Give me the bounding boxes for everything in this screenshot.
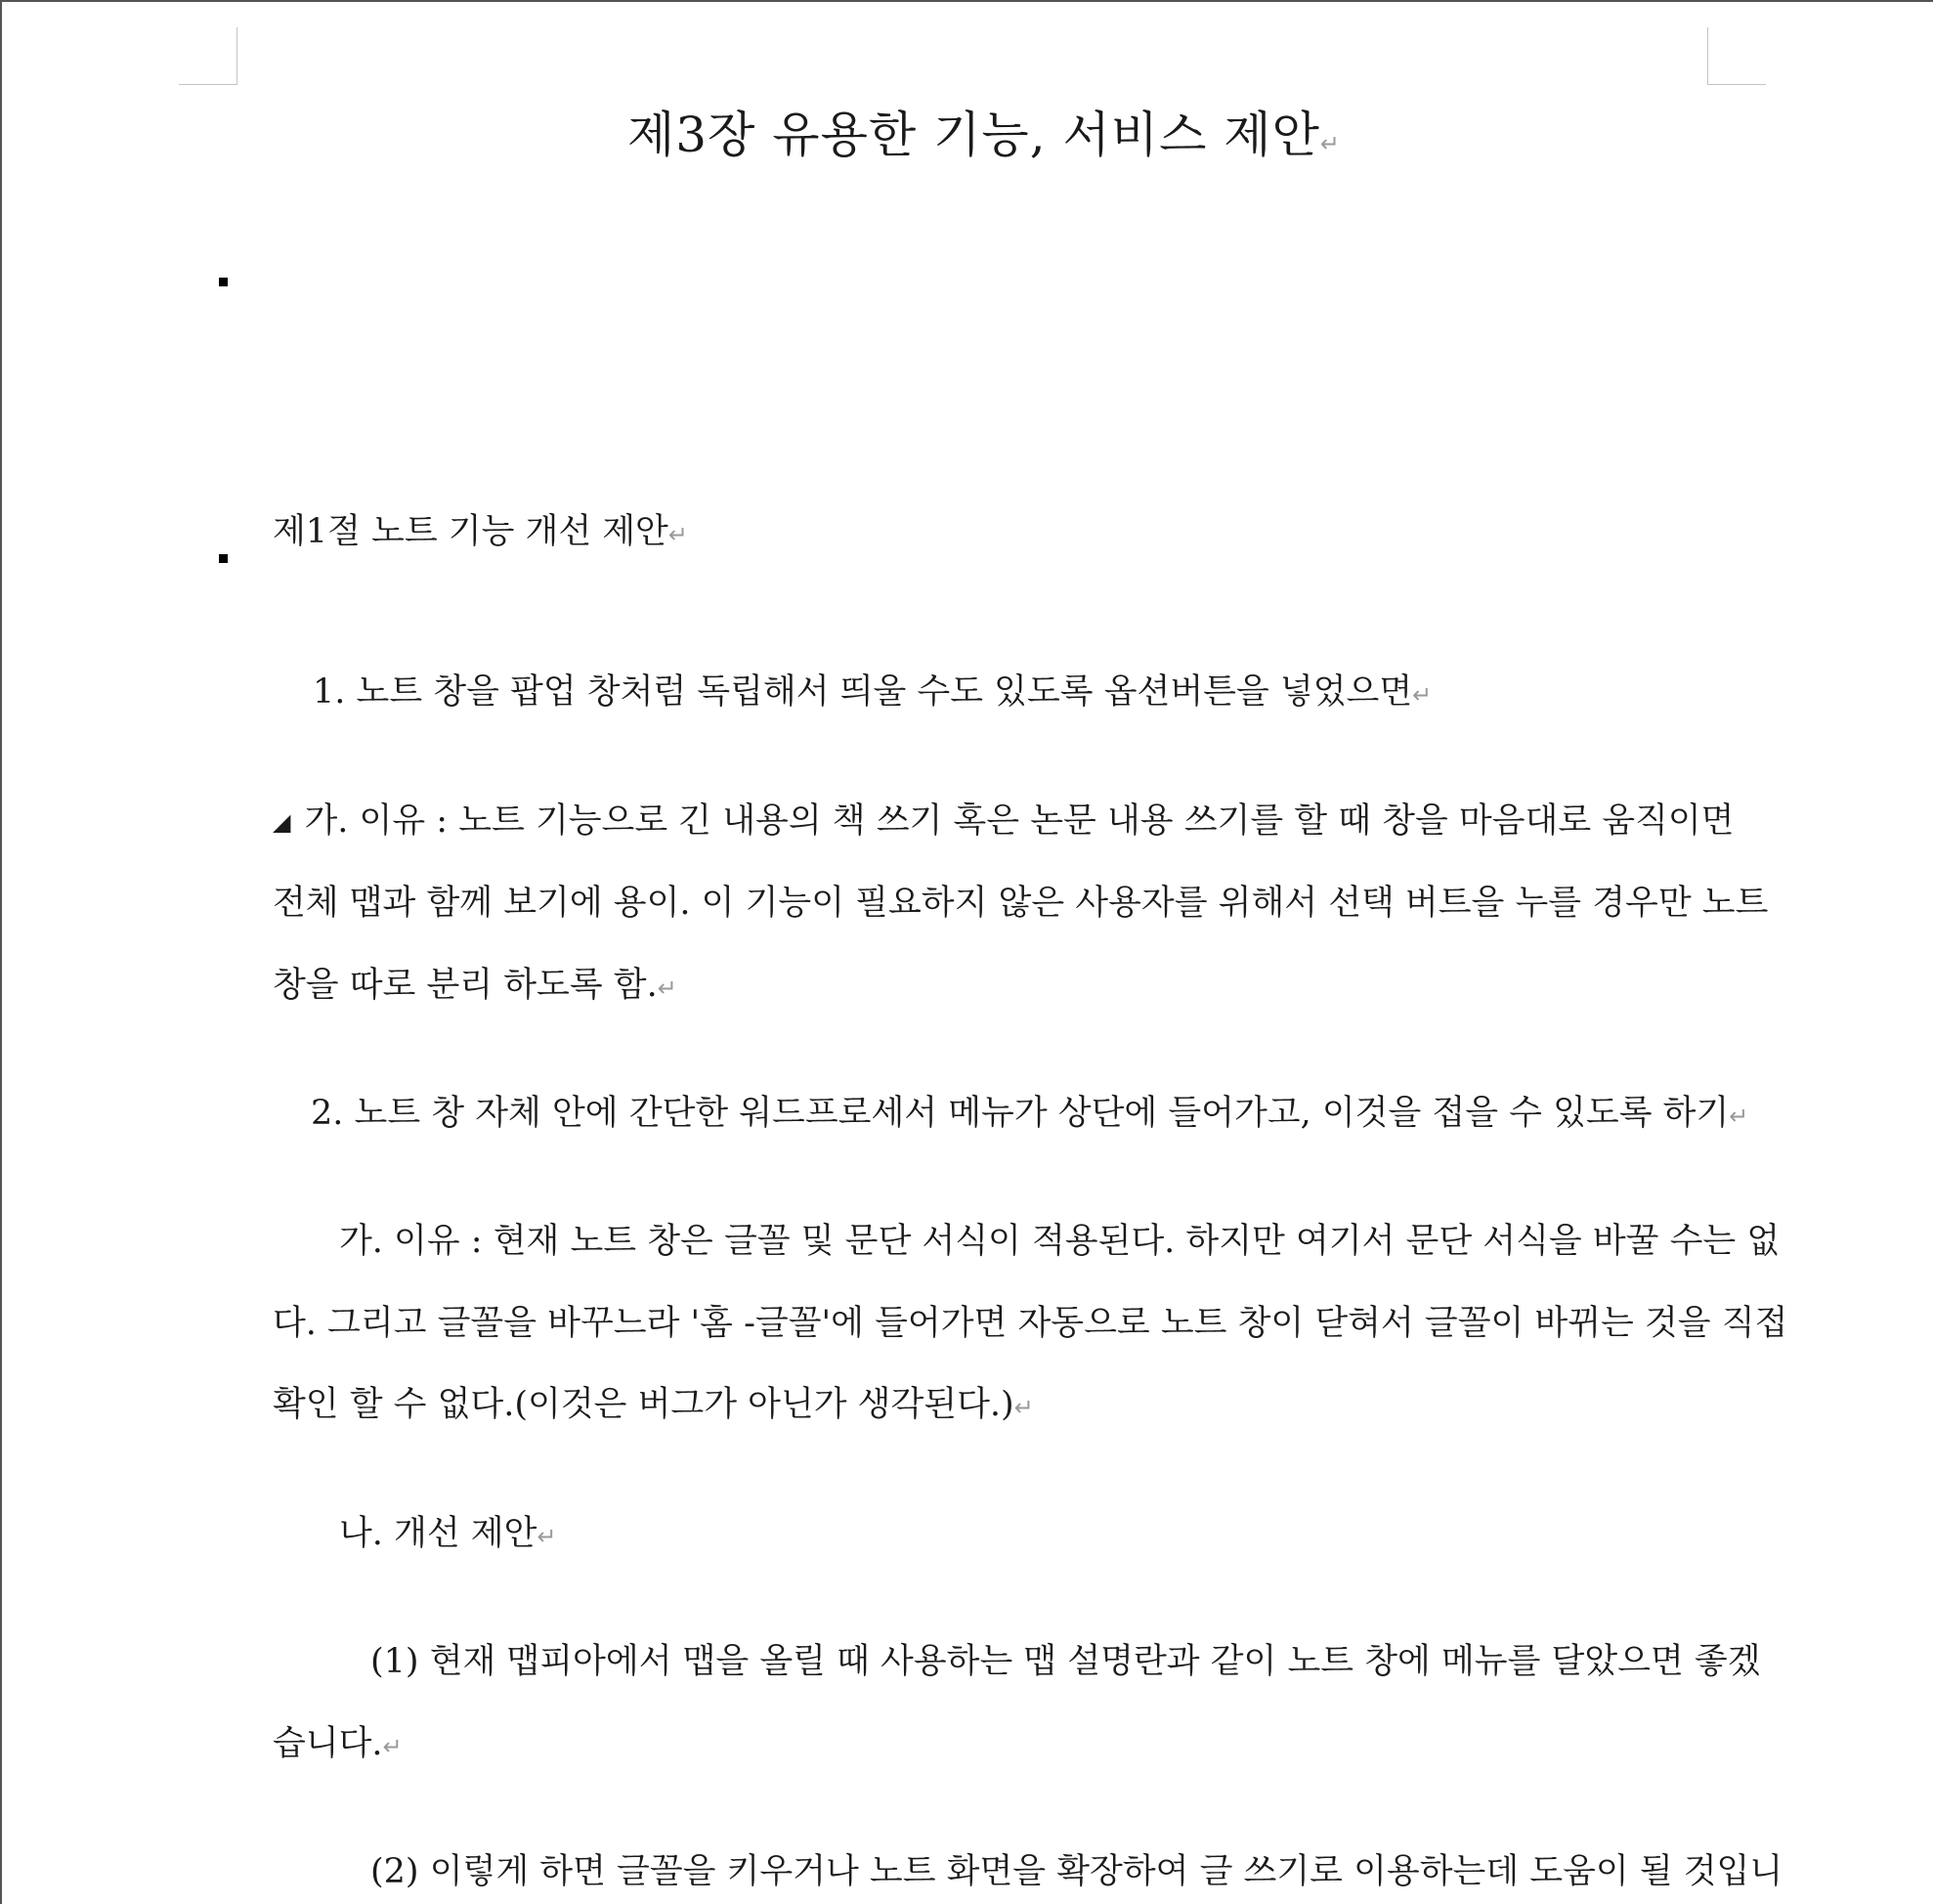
section-heading-text: 제1절 노트 기능 개선 제안 bbox=[273, 512, 668, 551]
proposal-1-line-1[interactable] bbox=[370, 1640, 1761, 1683]
proposal-2-text-1: (2) 이렇게 하면 글꼴을 키우거나 노트 화면을 확장하여 글 쓰기로 이용하는데 도움이 될 것입니 bbox=[370, 1852, 1783, 1891]
proposal-heading-text: 나. 개선 제안 bbox=[339, 1514, 537, 1553]
item2-reason-text-2: 다. 그리고 글꼴을 바꾸느라 '홈 -글꼴'에 들어가면 자동으로 노트 창이 닫혀서 글꼴이 바뀌는 것을 직접 bbox=[273, 1304, 1788, 1343]
crop-mark-top-right-vertical bbox=[1707, 27, 1708, 84]
item1-reason-text-3: 창을 따로 분리 하도록 함. bbox=[273, 966, 658, 1005]
item1-reason-line-2[interactable] bbox=[273, 882, 1769, 925]
chapter-title-text: 제3장 유용한 기능, 서비스 제안 bbox=[627, 107, 1320, 163]
item2-reason-text-1: 가. 이유 : 현재 노트 창은 글꼴 및 문단 서식이 적용된다. 하지만 여기서 문단 서식을 바꿀 수는 없 bbox=[339, 1222, 1781, 1261]
item2-reason-text-3: 확인 할 수 없다.(이것은 버그가 아닌가 생각된다.) bbox=[273, 1385, 1014, 1424]
item1-reason-line-3[interactable] bbox=[273, 964, 677, 1010]
section-heading[interactable] bbox=[273, 510, 688, 556]
paragraph-bullet-icon bbox=[219, 554, 228, 563]
crop-mark-top-right-horizontal bbox=[1707, 84, 1766, 85]
item1-reason-line-1[interactable] bbox=[273, 800, 1735, 844]
paragraph-bullet-icon bbox=[219, 278, 228, 286]
crop-mark-top-left-horizontal bbox=[179, 84, 237, 85]
item2-reason-line-2[interactable] bbox=[273, 1302, 1788, 1345]
paragraph-mark-icon: ↵ bbox=[537, 1523, 557, 1550]
item2-reason-line-3[interactable] bbox=[273, 1383, 1034, 1429]
paragraph-mark-icon: ↵ bbox=[1412, 681, 1433, 709]
item1-reason-text-2: 전체 맵과 함께 보기에 용이. 이 기능이 필요하지 않은 사용자를 위해서 선택 버트을 누를 경우만 노트 bbox=[273, 884, 1769, 923]
paragraph-mark-icon: ↵ bbox=[382, 1733, 403, 1760]
paragraph-mark-icon: ↵ bbox=[1013, 1394, 1034, 1421]
proposal-1-text-1: (1) 현재 맵피아에서 맵을 올릴 때 사용하는 맵 설명란과 같이 노트 창에 메뉴를 달았으면 좋겠 bbox=[370, 1642, 1761, 1681]
proposal-heading[interactable] bbox=[339, 1512, 557, 1558]
proposal-2-line-1[interactable] bbox=[370, 1850, 1783, 1893]
list-item-1[interactable] bbox=[313, 671, 1432, 716]
item2-reason-line-1[interactable] bbox=[339, 1220, 1781, 1263]
collapse-triangle-icon[interactable]: ◢ bbox=[273, 808, 291, 836]
list-item-2-text: 2. 노트 창 자체 안에 간단한 워드프로세서 메뉴가 상단에 들어가고, 이것을 접을 수 있도록 하기 bbox=[311, 1094, 1730, 1133]
list-item-1-text: 1. 노트 창을 팝업 창처럼 독립해서 띄울 수도 있도록 옵션버튼을 넣었으면 bbox=[313, 672, 1413, 712]
proposal-1-line-2[interactable] bbox=[273, 1722, 403, 1768]
paragraph-mark-icon: ↵ bbox=[1319, 130, 1341, 157]
paragraph-mark-icon: ↵ bbox=[1729, 1103, 1749, 1130]
paragraph-mark-icon: ↵ bbox=[667, 521, 688, 548]
paragraph-mark-icon: ↵ bbox=[657, 974, 677, 1002]
chapter-title[interactable] bbox=[627, 106, 1341, 173]
list-item-2[interactable] bbox=[311, 1092, 1748, 1138]
proposal-1-text-2: 습니다. bbox=[273, 1724, 383, 1763]
item1-reason-text-1: 가. 이유 : 노트 기능으로 긴 내용의 책 쓰기 혹은 논문 내용 쓰기를 할 때 창을 마음대로 움직이면 bbox=[304, 801, 1735, 841]
crop-mark-top-left-vertical bbox=[236, 27, 237, 84]
